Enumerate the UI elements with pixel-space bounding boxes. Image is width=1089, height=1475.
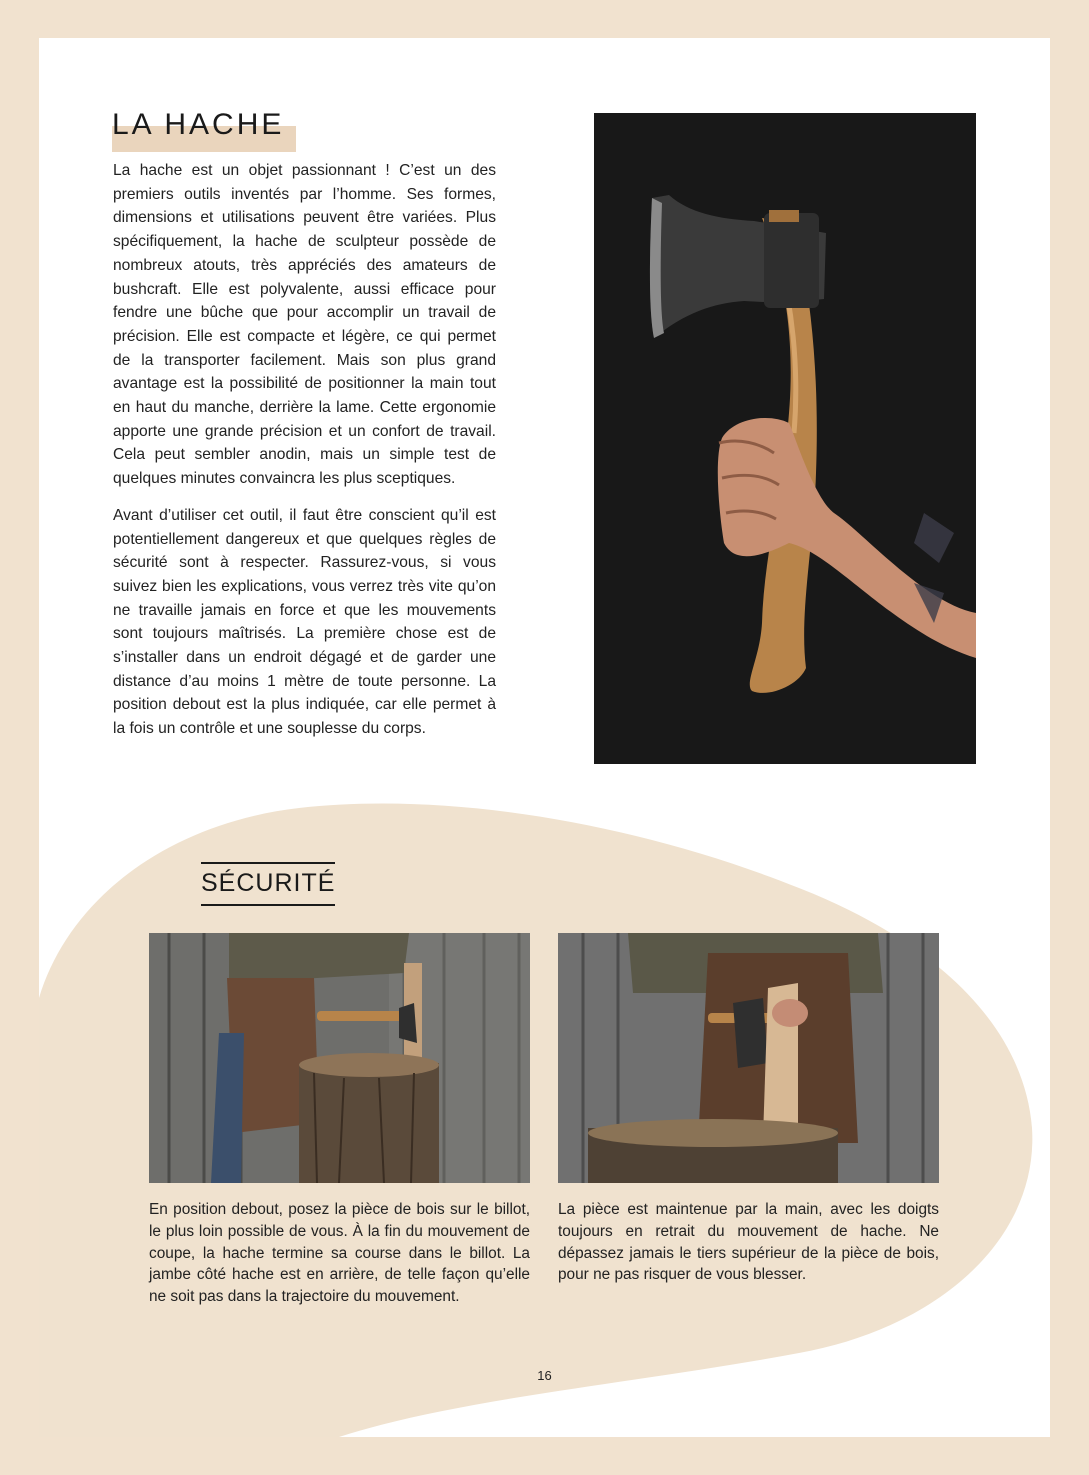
intro-text — [113, 159, 496, 754]
security-title: SÉCURITÉ — [201, 862, 335, 906]
holding-wood-photo — [558, 933, 939, 1183]
chopping-position-photo — [149, 933, 530, 1183]
page-number: 16 — [537, 1368, 552, 1383]
axe-photo — [594, 113, 976, 764]
caption-chopping-position: En position debout, posez la pièce de bois sur le billot, le plus loin possible de vous. À la fin du mouvement de coupe, la hache termine sa course dans le billot. La jambe côté hache est en arrière, de telle façon qu’elle ne soit pas dans la trajectoire du mouvement. — [149, 1201, 530, 1306]
page — [39, 38, 1050, 1437]
article-title: LA HACHE — [112, 108, 285, 141]
article-title-block — [112, 108, 284, 142]
intro-paragraph-1: La hache est un objet passionnant ! C’est un des premiers outils inventés par l’homme. Ses formes, dimensions et utilisations peuvent être variées. Plus spécifiquement, la hache de sculpteur possède de nombreux atouts, très appréciés des amateurs de bushcraft. Elle est polyvalente, aussi efficace pour fendre une bûche que pour accomplir un travail de précision. Elle est compacte et légère, ce qui permet de la transporter facilement. Mais son plus grand avantage est la possibilité de positionner la main tout en haut du manche, derrière la lame. Cette ergonomie apporte une grande précision et un confort de travail. Cela peut sembler anodin, mais un simple test de quelques minutes convaincra les plus sceptiques. — [113, 162, 496, 488]
intro-paragraph-2: Avant d’utiliser cet outil, il faut être conscient qu’il est potentiellement dangereux et que quelques règles de sécurité sont à respecter. Rassurez-vous, si vous suivez bien les explications, vous verrez très vite qu’on ne travaille jamais en force et que les mouvements sont toujours maîtrisés. La première chose est de s’installer dans un endroit dégagé et de garder une distance d’au moins 1 mètre de toute personne. La position debout est la plus indiquée, car elle permet à la fois un contrôle et une souplesse du corps. — [113, 506, 496, 738]
caption-holding-wood: La pièce est maintenue par la main, avec les doigts toujours en retrait du mouvement de hache. Ne dépassez jamais le tiers supérieur de la pièce de bois, pour ne pas risquer de vous blesser. — [558, 1201, 939, 1284]
